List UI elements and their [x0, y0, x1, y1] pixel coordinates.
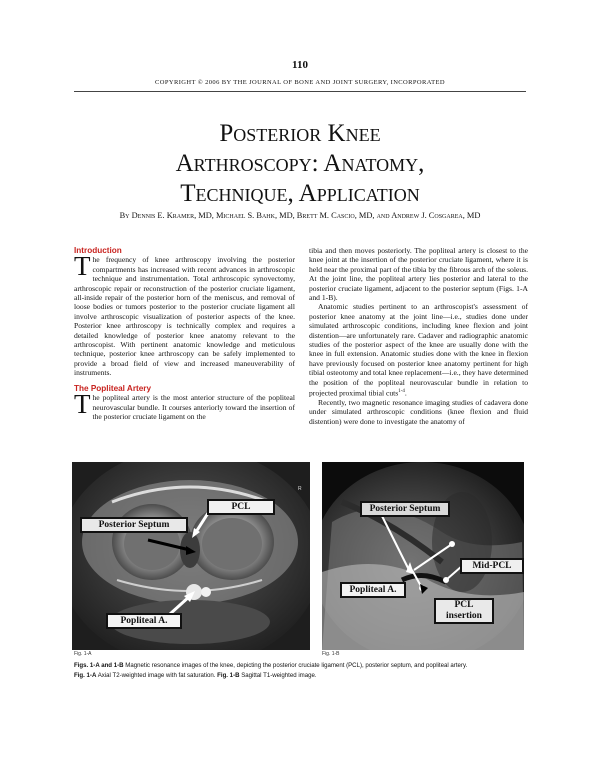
- caption-fig-a-label: Fig. 1-A: [74, 672, 97, 679]
- right-paragraph-2: [309, 302, 528, 398]
- introduction-text: he frequency of knee arthroscopy involving the posterior compartments has increased with recent advances in arthroscopic technique and instrumentation. Total arthroscopic synovectomy, arthroscopic repair or reconstruction of the posterior cruciate ligament, all-inside repair of the posterior horn of the meniscus, and removal of loose bodies or tumors posterior to the posterior cruciate ligament all involve arthroscopic visualization of posterior aspects of the knee. Posterior knee arthroscopy is technically complex and requires a detailed knowledge of posterior knee anatomy relevant to the arthroscopist. With pertinent anatomic knowledge and meticulous technique, posterior knee arthroscopy can be safely implemented to provide a broad field of view and increased maneuverability of instruments.: [74, 255, 295, 378]
- label-popliteal-artery: Popliteal A.: [340, 582, 406, 598]
- right-paragraph-2-end: .: [404, 388, 407, 398]
- figure-1b-tag: Fig. 1-B: [322, 651, 340, 657]
- dropcap-letter: T: [74, 251, 91, 282]
- figure-caption: [74, 661, 534, 681]
- copyright-line: COPYRIGHT © 2006 BY THE JOURNAL OF BONE AND JOINT SURGERY, INCORPORATED: [155, 79, 445, 86]
- caption-fig-b-label: Fig. 1-B: [217, 672, 240, 679]
- label-pcl: PCL: [207, 499, 275, 515]
- caption-line-2: [74, 671, 534, 681]
- dropcap-letter: T: [74, 389, 91, 420]
- author-byline: By Dennis E. Kramer, MD, Michael S. Bahk, MD, Brett M. Cascio, MD, and Andrew J. Cosgarea, MD: [119, 211, 481, 220]
- orientation-marker: R: [298, 486, 302, 492]
- caption-fig-a-text: Axial T2-weighted image with fat saturation.: [96, 672, 218, 679]
- label-popliteal-artery: Popliteal A.: [106, 613, 182, 629]
- right-paragraph-2-text: Anatomic studies pertinent to an arthroscopist's assessment of posterior knee anatomy at the joint line—i.e., studies done under simulated arthroscopic conditions, including knee flexion and joint distention—are unfortunately rare. Cadaver and radiographic anatomic studies of the posterior aspect of the knee are usually done with the knee in full extension. Anatomic studies done with the knee in flexion have previously focused on posterior knee anatomy pertinent for high tibial osteotomy and total knee replacement—i.e., they have determined the position of the popliteal neurovascular bundle in relation to projected proximal tibial cuts: [309, 302, 528, 398]
- caption-line-1: [74, 661, 534, 671]
- figure-1b-image: [322, 462, 524, 650]
- header-rule: [74, 91, 526, 92]
- figure-1a-tag: Fig. 1-A: [74, 651, 92, 657]
- introduction-paragraph: [74, 251, 295, 378]
- article-title-line-3: Technique, Application: [180, 180, 420, 207]
- left-column: [74, 246, 295, 421]
- label-pcl-insertion-line-2: insertion: [446, 611, 482, 621]
- label-mid-pcl: Mid-PCL: [460, 558, 524, 574]
- citation-reference: 1-4: [398, 389, 405, 395]
- right-paragraph-3: Recently, two magnetic resonance imaging studies of cadavera done under simulated arthroscopic conditions (knee flexion and fluid distention) were done to investigate the anatomy of: [309, 398, 528, 426]
- label-pcl-insertion: [434, 598, 494, 624]
- caption-lead: Figs. 1-A and 1-B: [74, 662, 124, 669]
- caption-line-1-text: Magnetic resonance images of the knee, depicting the posterior cruciate ligament (PCL), posterior septum, and popliteal artery.: [123, 662, 468, 669]
- label-posterior-septum: Posterior Septum: [360, 501, 450, 517]
- introduction-heading: Introduction: [74, 246, 122, 255]
- right-column: [309, 246, 528, 426]
- page-number: 110: [292, 59, 308, 71]
- figure-1a-image: [72, 462, 310, 650]
- popliteal-paragraph: [74, 389, 295, 421]
- article-title-line-2: Arthroscopy: Anatomy,: [175, 150, 425, 177]
- right-paragraph-1: tibia and then moves posteriorly. The popliteal artery is closest to the knee joint at the insertion of the posterior cruciate ligament, where it is held near the proximal part of the tibia by the fibrous arch of the soleus. At the joint line, the popliteal artery lies posterior and lateral to the posterior cruciate ligament, adjacent to the posterior septum (Figs. 1-A and 1-B).: [309, 246, 528, 303]
- caption-fig-b-text: Sagittal T1-weighted image.: [239, 672, 317, 679]
- popliteal-text: he popliteal artery is the most anterior structure of the popliteal neurovascular bundle. It courses anteriorly toward the insertion of the posterior cruciate ligament on the: [92, 393, 295, 421]
- article-title-line-1: Posterior Knee: [219, 120, 381, 147]
- popliteal-artery-heading: The Popliteal Artery: [74, 383, 152, 393]
- label-posterior-septum: Posterior Septum: [80, 517, 188, 533]
- label-pcl-insertion-line-1: PCL: [454, 600, 474, 610]
